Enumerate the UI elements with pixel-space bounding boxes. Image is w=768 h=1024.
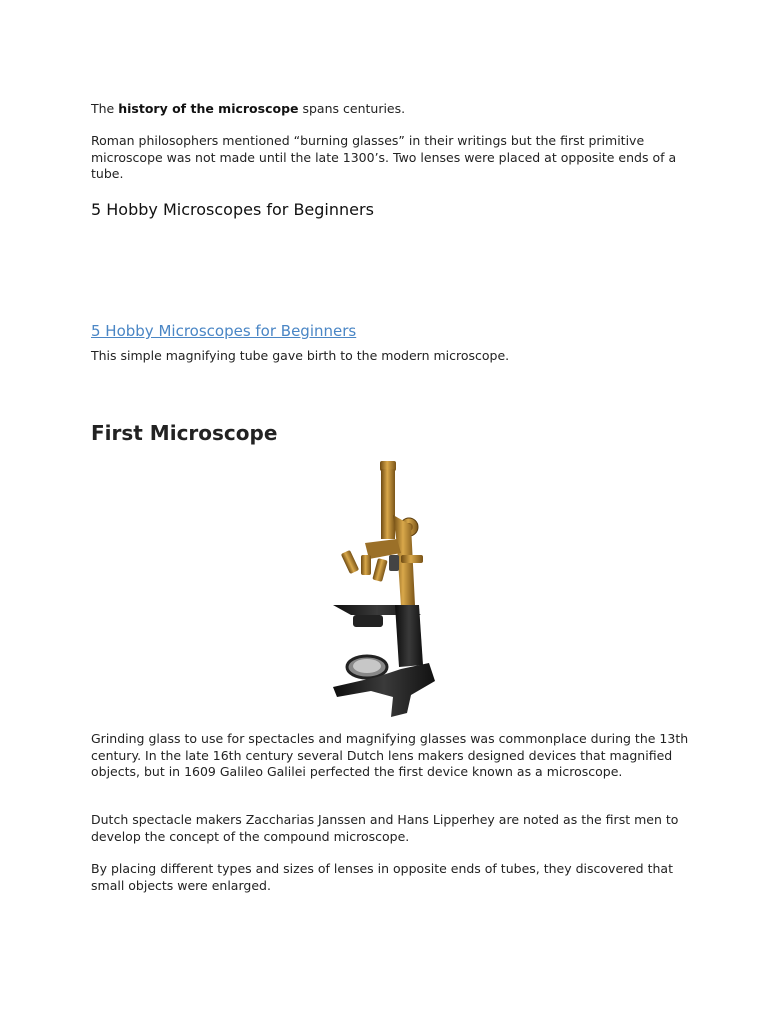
grinding-paragraph: Grinding glass to use for spectacles and magnifying glasses was commonplace during the 13th century. In the late 16th century several Dutch lens makers designed devices that magnified objects, but in 1609 Galileo Galilei perfected the first device known as a microscope. xyxy=(91,731,689,779)
hobby-microscopes-link[interactable]: 5 Hobby Microscopes for Beginners xyxy=(91,322,357,340)
intro-paragraph xyxy=(91,101,405,118)
dutch-paragraph: Dutch spectacle makers Zaccharias Janssen and Hans Lipperhey are noted as the first men to develop the concept of the compound microscope. xyxy=(91,812,679,844)
tube-paragraph: This simple magnifying tube gave birth to the modern microscope. xyxy=(91,348,510,363)
intro-suffix: spans centuries. xyxy=(298,101,406,116)
microscope-image xyxy=(331,455,451,720)
hobby-heading: 5 Hobby Microscopes for Beginners xyxy=(91,200,374,219)
first-microscope-heading: First Microscope xyxy=(91,421,278,445)
roman-paragraph: Roman philosophers mentioned “burning glasses” in their writings but the first primitive microscope was not made until the late 1300’s. Two lenses were placed at opposite ends of a tube. xyxy=(91,133,677,181)
intro-bold: history of the microscope xyxy=(118,101,299,116)
intro-prefix: The xyxy=(91,101,119,116)
placing-paragraph: By placing different types and sizes of lenses in opposite ends of tubes, they discovered that small objects were enlarged. xyxy=(91,861,673,893)
